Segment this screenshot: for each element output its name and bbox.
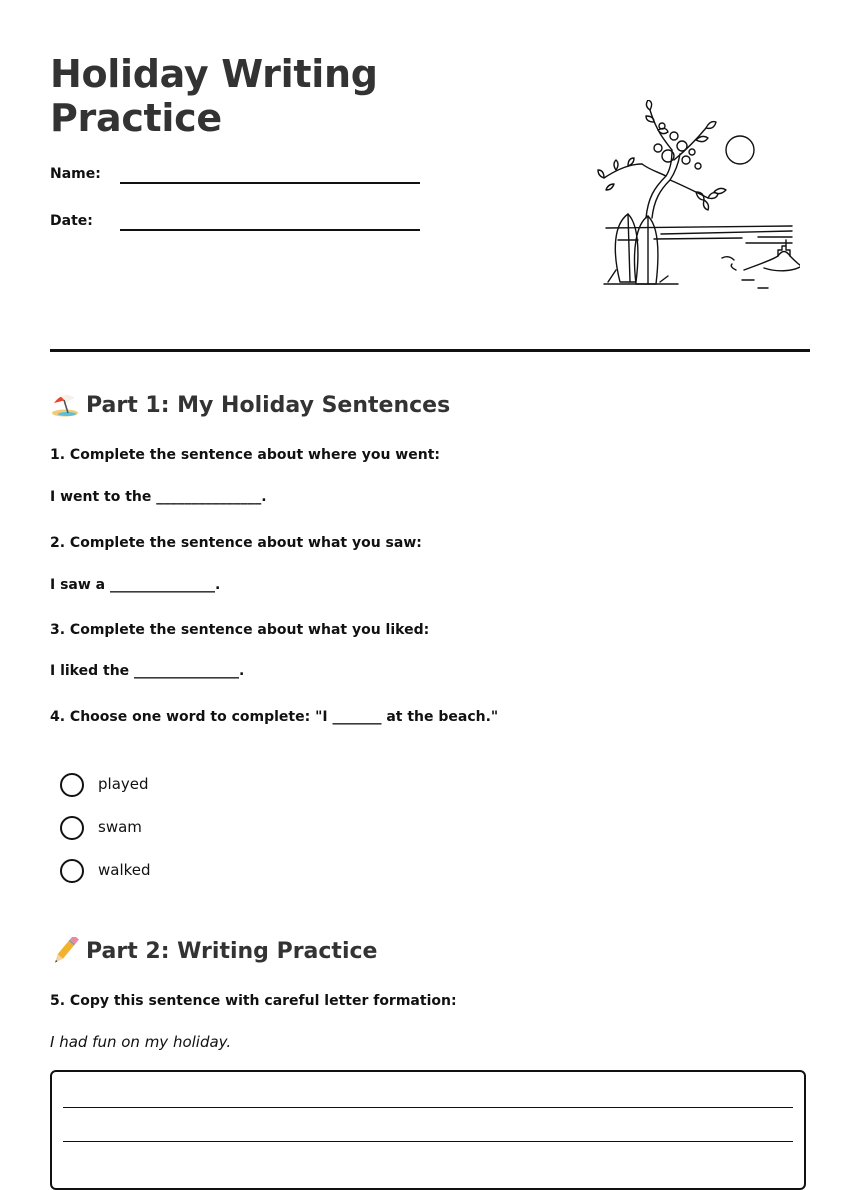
title-line-1: Holiday Writing <box>50 52 378 96</box>
radio-button[interactable] <box>60 773 84 797</box>
radio-button[interactable] <box>60 816 84 840</box>
writing-line <box>63 1141 793 1142</box>
part1-heading-text: Part 1: My Holiday Sentences <box>86 393 451 418</box>
radio-button[interactable] <box>60 859 84 883</box>
question-1-sentence[interactable]: I went to the _______________. <box>50 489 267 505</box>
name-label: Name: <box>50 166 101 182</box>
question-4: 4. Choose one word to complete: "I _______ at the beach." <box>50 709 499 725</box>
date-line[interactable] <box>120 229 420 231</box>
option-walked[interactable] <box>60 859 260 885</box>
writing-box[interactable] <box>50 1070 806 1190</box>
pencil-icon <box>50 937 80 963</box>
writing-line <box>63 1107 793 1108</box>
question-2-sentence[interactable]: I saw a _______________. <box>50 577 221 593</box>
worksheet-title <box>50 52 378 140</box>
beach-umbrella-icon <box>50 391 80 417</box>
option-label: played <box>98 775 149 793</box>
question-2: 2. Complete the sentence about what you saw: <box>50 535 422 551</box>
model-sentence: I had fun on my holiday. <box>50 1033 232 1051</box>
option-label: walked <box>98 861 151 879</box>
name-field[interactable] <box>50 166 420 190</box>
date-field[interactable] <box>50 213 420 237</box>
question-3: 3. Complete the sentence about what you liked: <box>50 622 430 638</box>
part2-heading-text: Part 2: Writing Practice <box>86 939 378 964</box>
question-1: 1. Complete the sentence about where you went: <box>50 447 440 463</box>
question-3-sentence[interactable]: I liked the _______________. <box>50 663 245 679</box>
part2-heading <box>50 937 377 966</box>
name-line[interactable] <box>120 182 420 184</box>
header-divider <box>50 349 810 352</box>
title-line-2: Practice <box>50 96 222 140</box>
option-played[interactable] <box>60 773 260 799</box>
option-label: swam <box>98 818 142 836</box>
date-label: Date: <box>50 213 93 229</box>
option-swam[interactable] <box>60 816 260 842</box>
beach-scene-icon <box>546 100 800 298</box>
part1-heading <box>50 391 450 420</box>
question-5: 5. Copy this sentence with careful letter formation: <box>50 993 457 1009</box>
